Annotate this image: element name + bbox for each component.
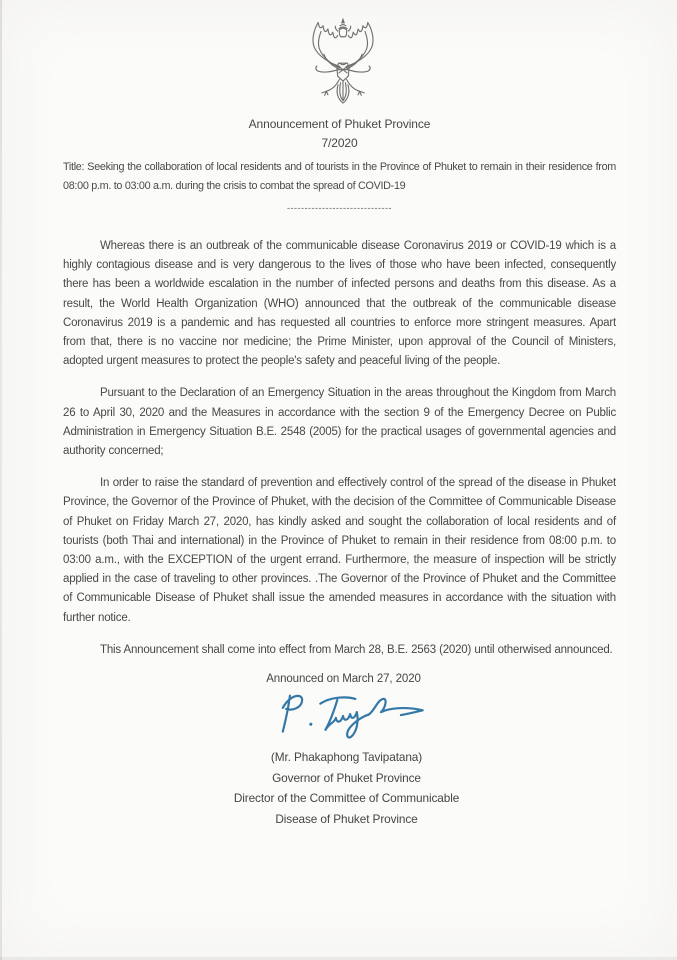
document-content (63, 0, 616, 829)
paragraph-pursuant: Pursuant to the Declaration of an Emergency Situation in the areas throughout the Kingdom from March 26 to April 30, 2020 and the Measures in accordance with the section 9 of the Emergency Decree on Public Administration in Emergency Situation B.E. 2548 (2005) for the practical usages of governmental agencies and authority concerned; (63, 387, 616, 458)
signer-title-governor: Governor of Phuket Province (272, 770, 421, 785)
separator-dashes: ------------------------------ (287, 203, 392, 213)
paragraph-measures: In order to raise the standard of prevention and effectively control of the spread of the disease in Phuket Province, the Governor of the Province of Phuket, with the decision of the Committee of Communicable Disease of Phuket on Friday March 27, 2020, has kindly asked and sought the collaboration of local residents and of tourists (both Thai and international) in the Province of Phuket to remain in their residence from 08:00 p.m. to 03:00 a.m., with the EXCEPTION of the urgent errand. Furthermore, the measure of inspection will be strictly applied in the case of traveling to other provinces. .The Governor of the Province of Phuket and the Committee of Communicable Disease of Phuket shall issue the amended measures in accordance with the situation with further notice. (63, 477, 616, 624)
signature-block (77, 747, 616, 829)
document-header (63, 0, 616, 153)
document-body (63, 237, 616, 660)
announced-date-line: Announced on March 27, 2020 (266, 673, 421, 686)
paragraph-effective-date: This Announcement shall come into effect from March 28, B.E. 2563 (2020) until otherwised announced. (100, 643, 613, 656)
document-subject: Title: Seeking the collaboration of local residents and of tourists in the Province of Phuket to remain in their residence from 08:00 p.m. to 03:00 a.m. during the crisis to combat the spread of COVID-19 (63, 161, 616, 192)
signer-name: (Mr. Phakaphong Tavipatana) (270, 750, 423, 765)
signer-title-director-line1: Director of the Committee of Communicable (233, 791, 460, 806)
document-title: Announcement of Phuket Province (248, 117, 431, 131)
paragraph-whereas: Whereas there is an outbreak of the communicable disease Coronavirus 2019 or COVID-19 which is a highly contagious disease and is very dangerous to the lives of those who have been infected, consequently there has been a worldwide escalation in the number of infected persons and deaths from this disease. As a result, the World Health Organization (WHO) announced that the outbreak of the communicable disease Coronavirus 2019 is a pandemic and has requested all countries to enforce more stringent measures. Apart from that, there is no vaccine nor medicine; the Prime Minister, upon approval of the Council of Ministers, adopted urgent measures to protect the people's safety and peaceful living of the people. (63, 240, 616, 368)
signature-ink (89, 687, 616, 745)
signer-title-director-line2: Disease of Phuket Province (275, 811, 418, 826)
document-number: 7/2020 (321, 136, 358, 150)
